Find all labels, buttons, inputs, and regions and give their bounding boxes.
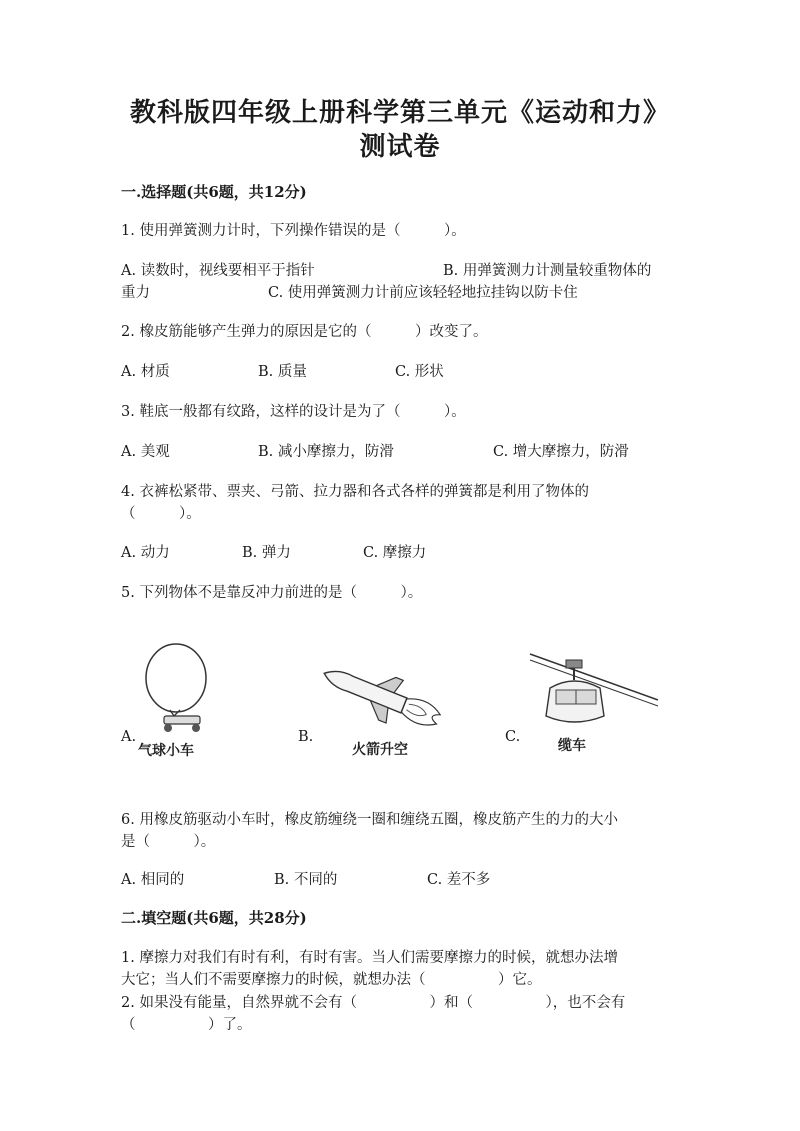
q6-stem-line2: 是（ ）。	[121, 834, 216, 850]
fill-q1-line1: 1. 摩擦力对我们有时有利，有时有害。当人们需要摩擦力的时候，就想办法增	[121, 950, 618, 966]
q1-stem: 1. 使用弹簧测力计时，下列操作错误的是（ ）。	[121, 223, 466, 239]
q1-option-a: A. 读数时，视线要相平于指针	[121, 263, 315, 279]
q6-option-b: B. 不同的	[274, 872, 338, 888]
q2-option-c: C. 形状	[395, 364, 444, 380]
section-heading-choice: 一.选择题(共6题，共12分)	[121, 183, 307, 201]
q5-caption-a: 气球小车	[138, 743, 194, 759]
q6-option-c: C. 差不多	[427, 872, 491, 888]
fill-q1-line2: 大它；当人们不需要摩擦力的时候，就想办法（ ）它。	[121, 972, 542, 988]
q2-option-b: B. 质量	[258, 364, 307, 380]
page-title: 教科版四年级上册科学第三单元《运动和力》测试卷	[129, 98, 670, 162]
q5-option-b-label: B.	[298, 729, 314, 745]
q3-option-b: B. 减小摩擦力，防滑	[258, 444, 394, 460]
q5-caption-c: 缆车	[558, 738, 586, 754]
q3-option-a: A. 美观	[121, 444, 170, 460]
q5-option-c-label: C.	[505, 729, 521, 745]
q6-stem-line1: 6. 用橡皮筋驱动小车时，橡皮筋缠绕一圈和缠绕五圈，橡皮筋产生的力的大小	[121, 812, 618, 828]
rocket-illustration	[318, 660, 458, 765]
q2-stem: 2. 橡皮筋能够产生弹力的原因是它的（ ）改变了。	[121, 324, 488, 340]
q4-option-c: C. 摩擦力	[363, 545, 427, 561]
q5-caption-b: 火箭升空	[352, 742, 408, 758]
q4-stem-line1: 4. 衣裤松紧带、票夹、弓箭、拉力器和各式各样的弹簧都是利用了物体的	[121, 484, 589, 500]
q3-stem: 3. 鞋底一般都有纹路，这样的设计是为了（ ）。	[121, 404, 466, 420]
q2-option-a: A. 材质	[121, 364, 170, 380]
cable-car-illustration	[528, 650, 663, 765]
balloon-car-illustration	[130, 640, 220, 765]
fill-q2-line1: 2. 如果没有能量，自然界就不会有（ ）和（ ），也不会有	[121, 995, 626, 1011]
q6-option-a: A. 相同的	[121, 872, 185, 888]
q5-option-a-label: A.	[121, 729, 137, 745]
q4-option-a: A. 动力	[121, 545, 170, 561]
q4-stem-line2: （ ）。	[121, 506, 201, 522]
fill-q2-line2: （ ）了。	[121, 1017, 252, 1033]
q1-option-b: B. 用弹簧测力计测量较重物体的	[443, 263, 652, 279]
q1-option-c: C. 使用弹簧测力计前应该轻轻地拉挂钩以防卡住	[268, 285, 578, 301]
section-heading-fill: 二.填空题(共6题，共28分)	[121, 909, 307, 927]
q5-stem: 5. 下列物体不是靠反冲力前进的是（ ）。	[121, 585, 423, 601]
q1-option-b-continued: 重力	[121, 285, 150, 301]
q4-option-b: B. 弹力	[242, 545, 291, 561]
q3-option-c: C. 增大摩擦力，防滑	[493, 444, 629, 460]
